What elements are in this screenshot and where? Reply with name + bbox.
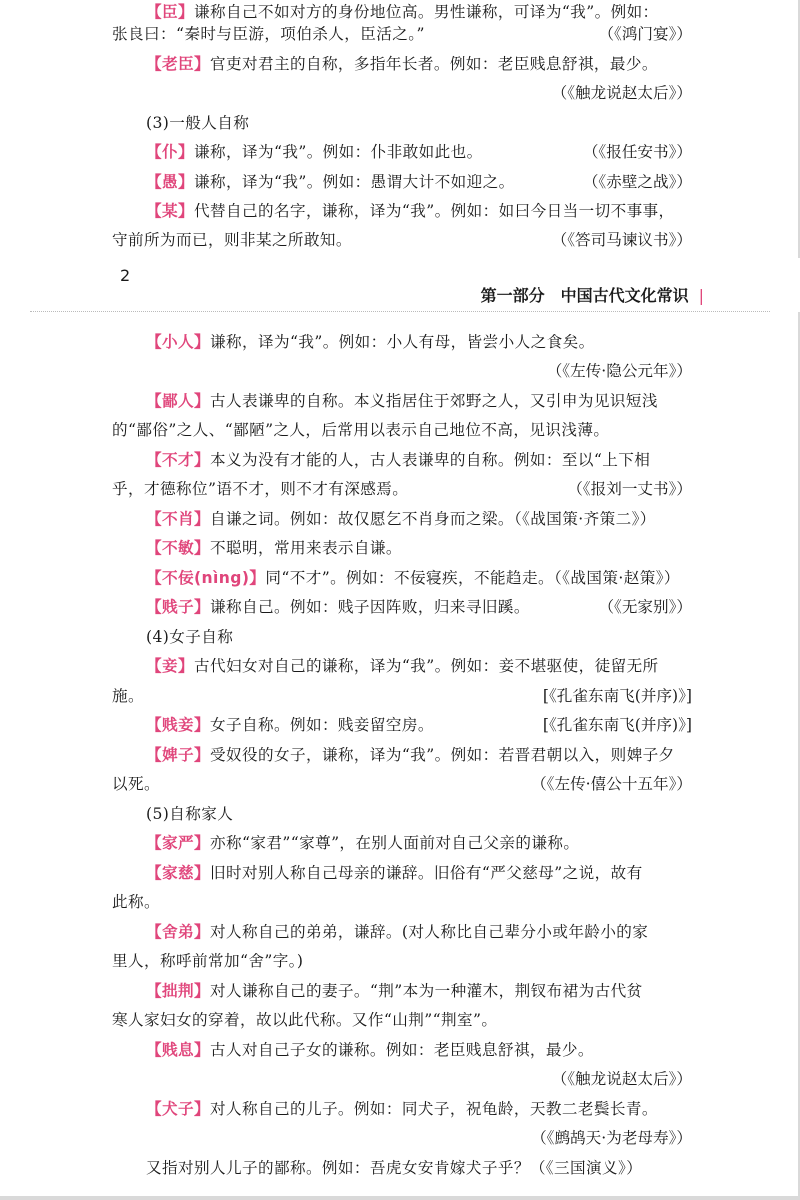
term-heading: 【不才】 [146,451,210,469]
line-text: 谦称自己不如对方的身份地位高。男性谦称，可译为“我”。例如： [193,3,659,21]
term-heading: 【犬子】 [146,1100,210,1118]
term-heading: 【家慈】 [146,864,210,882]
line-text: 此称。 [112,893,160,911]
text-line [112,330,692,352]
running-header [481,283,704,306]
text-line [112,199,692,221]
text-line [112,507,692,529]
term-heading: 【仆】 [146,143,194,161]
line-text: 守前所为而已，则非某之所敢知。 [112,231,352,249]
line-text: 古人对自己子女的谦称。例如：老臣贱息舒祺，最少。 [209,1041,594,1059]
text-line [112,831,692,853]
line-text: 里人，称呼前常加“舍”字。) [112,952,304,970]
page-divider [30,311,770,312]
running-header-text: 第一部分 中国古代文化常识 [480,286,689,305]
text-line [112,389,692,411]
source-citation: （《无家别》） [598,598,692,616]
text-line [112,979,692,1001]
line-text: 女子自称。例如：贱妾留空房。 [209,716,434,734]
term-heading: 【舍弟】 [146,923,210,941]
section-heading: (4)女子自称 [146,628,234,646]
text-line [112,625,692,647]
term-heading: 【不肖】 [146,510,210,528]
source-citation: （《左传·隐公元年》） [546,362,692,380]
line-text: 旧时对别人称自己母亲的谦辞。旧俗有“严父慈母”之说，故有 [209,864,643,882]
text-line [112,743,692,765]
line-text: 以死。 [112,775,160,793]
source-citation: （《左传·僖公十五年》） [531,775,692,793]
text-line [112,1156,692,1178]
term-heading: 【愚】 [146,173,194,191]
line-text: 张良曰：“秦时与臣游，项伯杀人，臣活之。” [112,25,425,43]
text-line [112,418,692,440]
line-text: 自谦之词。例如：故仅愿乞不肖身而之梁。（《战国策·齐策二》） [209,510,656,528]
line-text: 古代妇女对自己的谦称，译为“我”。例如：妾不堪驱使，徒留无所 [193,657,659,675]
term-heading: 【妾】 [146,657,194,675]
term-heading: 【不佞(nìng)】 [146,569,266,587]
line-text: 不聪明，常用来表示自谦。 [209,539,402,557]
line-text: 谦称，译为“我”。例如：愚谓大计不如迎之。 [193,173,515,191]
section-heading: (5)自称家人 [146,805,234,823]
section-heading: (3)一般人自称 [146,114,250,132]
term-heading: 【拙荆】 [146,982,210,1000]
source-citation: （《报刘一丈书》） [567,480,692,498]
line-text: 对人称自己的弟弟，谦辞。(对人称比自己辈分小或年龄小的家 [209,923,649,941]
text-line [112,890,692,912]
line-text: 施。 [112,687,144,705]
line-text: 亦称“家君”“家尊”，在别人面前对自己父亲的谦称。 [209,834,580,852]
term-heading: 【老臣】 [146,55,210,73]
term-heading: 【贱妾】 [146,716,210,734]
text-line [112,1008,692,1030]
line-text: 同“不才”。例如：不佞寝疾，不能趋走。（《战国策·赵策》） [265,569,680,587]
line-text: 受奴役的女子，谦称，译为“我”。例如：若晋君朝以入，则婢子夕 [209,746,675,764]
page-number: 2 [120,266,131,285]
text-line [112,566,692,588]
line-text: 古人表谦卑的自称。本义指居住于郊野之人，又引申为见识短浅 [209,392,658,410]
line-text: 谦称，译为“我”。例如：小人有母，皆尝小人之食矣。 [209,333,595,351]
text-line [112,654,692,676]
source-citation: （《触龙说赵太后》） [551,84,692,102]
source-citation: [《孔雀东南飞(并序)》] [542,716,692,734]
line-text: 的“鄙俗”之人、“鄙陋”之人，后常用以表示自己地位不高，见识浅薄。 [112,421,610,439]
term-heading: 【婢子】 [146,746,210,764]
text-line [112,1097,692,1119]
source-citation: （《答司马谏议书》） [551,231,692,249]
line-text: 本义为没有才能的人，古人表谦卑的自称。例如：至以“上下相 [209,451,651,469]
text-line [112,52,692,74]
line-text: 官吏对君主的自称，多指年长者。例如：老臣贱息舒祺，最少。 [209,55,658,73]
source-citation: （《鹧鸪天·为老母寿》） [531,1129,692,1147]
source-citation: （《触龙说赵太后》） [551,1070,692,1088]
text-line [112,111,692,133]
source-citation: （《赤壁之战》） [582,173,692,191]
line-text: 又指对别人儿子的鄙称。例如：吾虎女安肯嫁犬子乎？（《三国演义》） [146,1159,643,1177]
line-text: 代替自己的名字，谦称，译为“我”。例如：如曰今日当一切不事事， [193,202,675,220]
line-text: 谦称，译为“我”。例如：仆非敢如此也。 [193,143,483,161]
text-line [112,536,692,558]
term-heading: 【贱息】 [146,1041,210,1059]
term-heading: 【贱子】 [146,598,210,616]
line-text: 乎，才德称位”语不才，则不才有深感焉。 [112,480,409,498]
header-accent-bar: | [698,286,704,305]
text-line [112,0,692,22]
source-citation: （《鸿门宴》） [598,25,692,43]
text-line [112,802,692,824]
source-citation: [《孔雀东南飞(并序)》] [542,687,692,705]
term-heading: 【小人】 [146,333,210,351]
source-citation: （《报任安书》） [582,143,692,161]
term-heading: 【某】 [146,202,194,220]
line-text: 对人谦称自己的妻子。“荆”本为一种灌木，荆钗布裙为古代贫 [209,982,643,1000]
line-text: 对人称自己的儿子。例如：同犬子，祝龟龄，天教二老鬓长青。 [209,1100,658,1118]
term-heading: 【臣】 [146,3,194,21]
term-heading: 【家严】 [146,834,210,852]
text-line [112,861,692,883]
text-line [112,920,692,942]
text-line [112,448,692,470]
term-heading: 【不敏】 [146,539,210,557]
line-text: 寒人家妇女的穿着，故以此代称。又作“山荆”“荆室”。 [112,1011,498,1029]
text-line [112,949,692,971]
text-line [112,1038,692,1060]
line-text: 谦称自己。例如：贱子因阵败，归来寻旧蹊。 [209,598,530,616]
term-heading: 【鄙人】 [146,392,210,410]
